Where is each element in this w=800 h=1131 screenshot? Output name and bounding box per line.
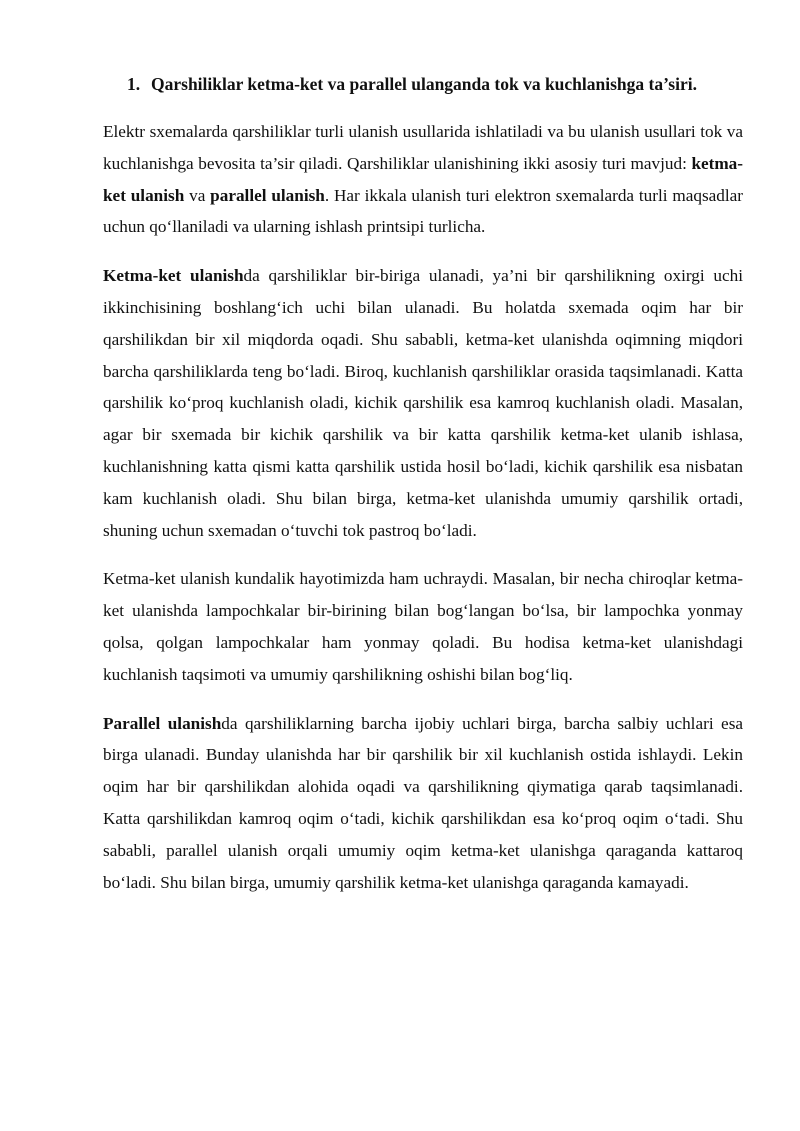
- section-heading: [103, 72, 743, 96]
- section-title: Qarshiliklar ketma-ket va parallel ulanganda tok va kuchlanishga ta’siri.: [151, 74, 697, 94]
- intro-term-parallel: parallel ulanish: [210, 185, 325, 205]
- paragraph-intro: [103, 116, 743, 243]
- series-text: da qarshiliklar bir-biriga ulanadi, ya’ni bir qarshilikning oxirgi uchi ikkinchisining boshlang‘ich uchi bilan ulanadi. Bu holatda sxemada oqim har bir qarshilikdan bir xil miqdorda oqadi. Shu sababli, ketma-ket ulanishda oqimning miqdori barcha qarshiliklarda teng bo‘ladi. Biroq, kuchlanish qarshiliklar orasida taqsimlanadi. Katta qarshilik ko‘proq kuchlanish oladi, kichik qarshilik esa kamroq kuchlanish oladi. Masalan, agar bir sxemada bir kichik qarshilik va bir katta qarshilik ketma-ket ulanib ishlasa, kuchlanishning katta qismi katta qarshilik ustida hosil bo‘ladi, kichik qarshilik esa nisbatan kam kuchlanish oladi. Shu bilan birga, ketma-ket ulanishda umumiy qarshilik ortadi, shuning uchun sxemadan o‘tuvchi tok pastroq bo‘ladi.: [103, 266, 743, 540]
- intro-text-d: . Har ikkala ulanish turi elektron sxemalarda turli maqsadlar uchun qo‘llaniladi va ularning ishlash printsipi turlicha.: [103, 185, 743, 237]
- parallel-text: da qarshiliklarning barcha ijobiy uchlari birga, barcha salbiy uchlari esa birga ulanadi. Bunday ulanishda har bir qarshilik bir xil kuchlanish ostida ishlaydi. Lekin oqim har bir qarshilikdan alohida oqadi va qarshilikning qiymatiga qarab taqsimlanadi. Katta qarshilikdan kamroq oqim o‘tadi, kichik qarshilikdan esa ko‘proq oqim o‘tadi. Shu sababli, parallel ulanish orqali umumiy oqim ketma-ket ulanishga qaraganda kattaroq bo‘ladi. Shu bilan birga, umumiy qarshilik ketma-ket ulanishga qaraganda kamayadi.: [103, 713, 744, 892]
- document-page: [103, 72, 743, 915]
- section-number: 1.: [127, 74, 141, 94]
- intro-term-series: ketma-ket ulanish: [103, 153, 743, 205]
- paragraph-series: [103, 260, 743, 546]
- intro-text-a: Elektr sxemalarda qarshiliklar turli ulanish usullarida ishlatiladi va bu ulanish usullari tok va kuchlanishga bevosita ta’sir qiladi. Qarshiliklar ulanishining ikki asosiy turi mavjud:: [103, 122, 743, 173]
- series-term: Ketma-ket ulanish: [103, 266, 244, 286]
- parallel-term: Parallel ulanish: [103, 713, 222, 733]
- series-example-text: Ketma-ket ulanish kundalik hayotimizda ham uchraydi. Masalan, bir necha chiroqlar ketma-ket ulanishda lampochkalar bir-birining bilan bog‘langan bo‘lsa, bir lampochka yonmay qolsa, qolgan lampochkalar ham yonmay qoladi. Bu hodisa ketma-ket ulanishdagi kuchlanish taqsimoti va umumiy qarshilikning oshishi bilan bog‘liq.: [103, 569, 743, 684]
- paragraph-parallel: [103, 708, 743, 899]
- intro-text-c: va: [184, 185, 211, 205]
- paragraph-series-example: [103, 563, 743, 690]
